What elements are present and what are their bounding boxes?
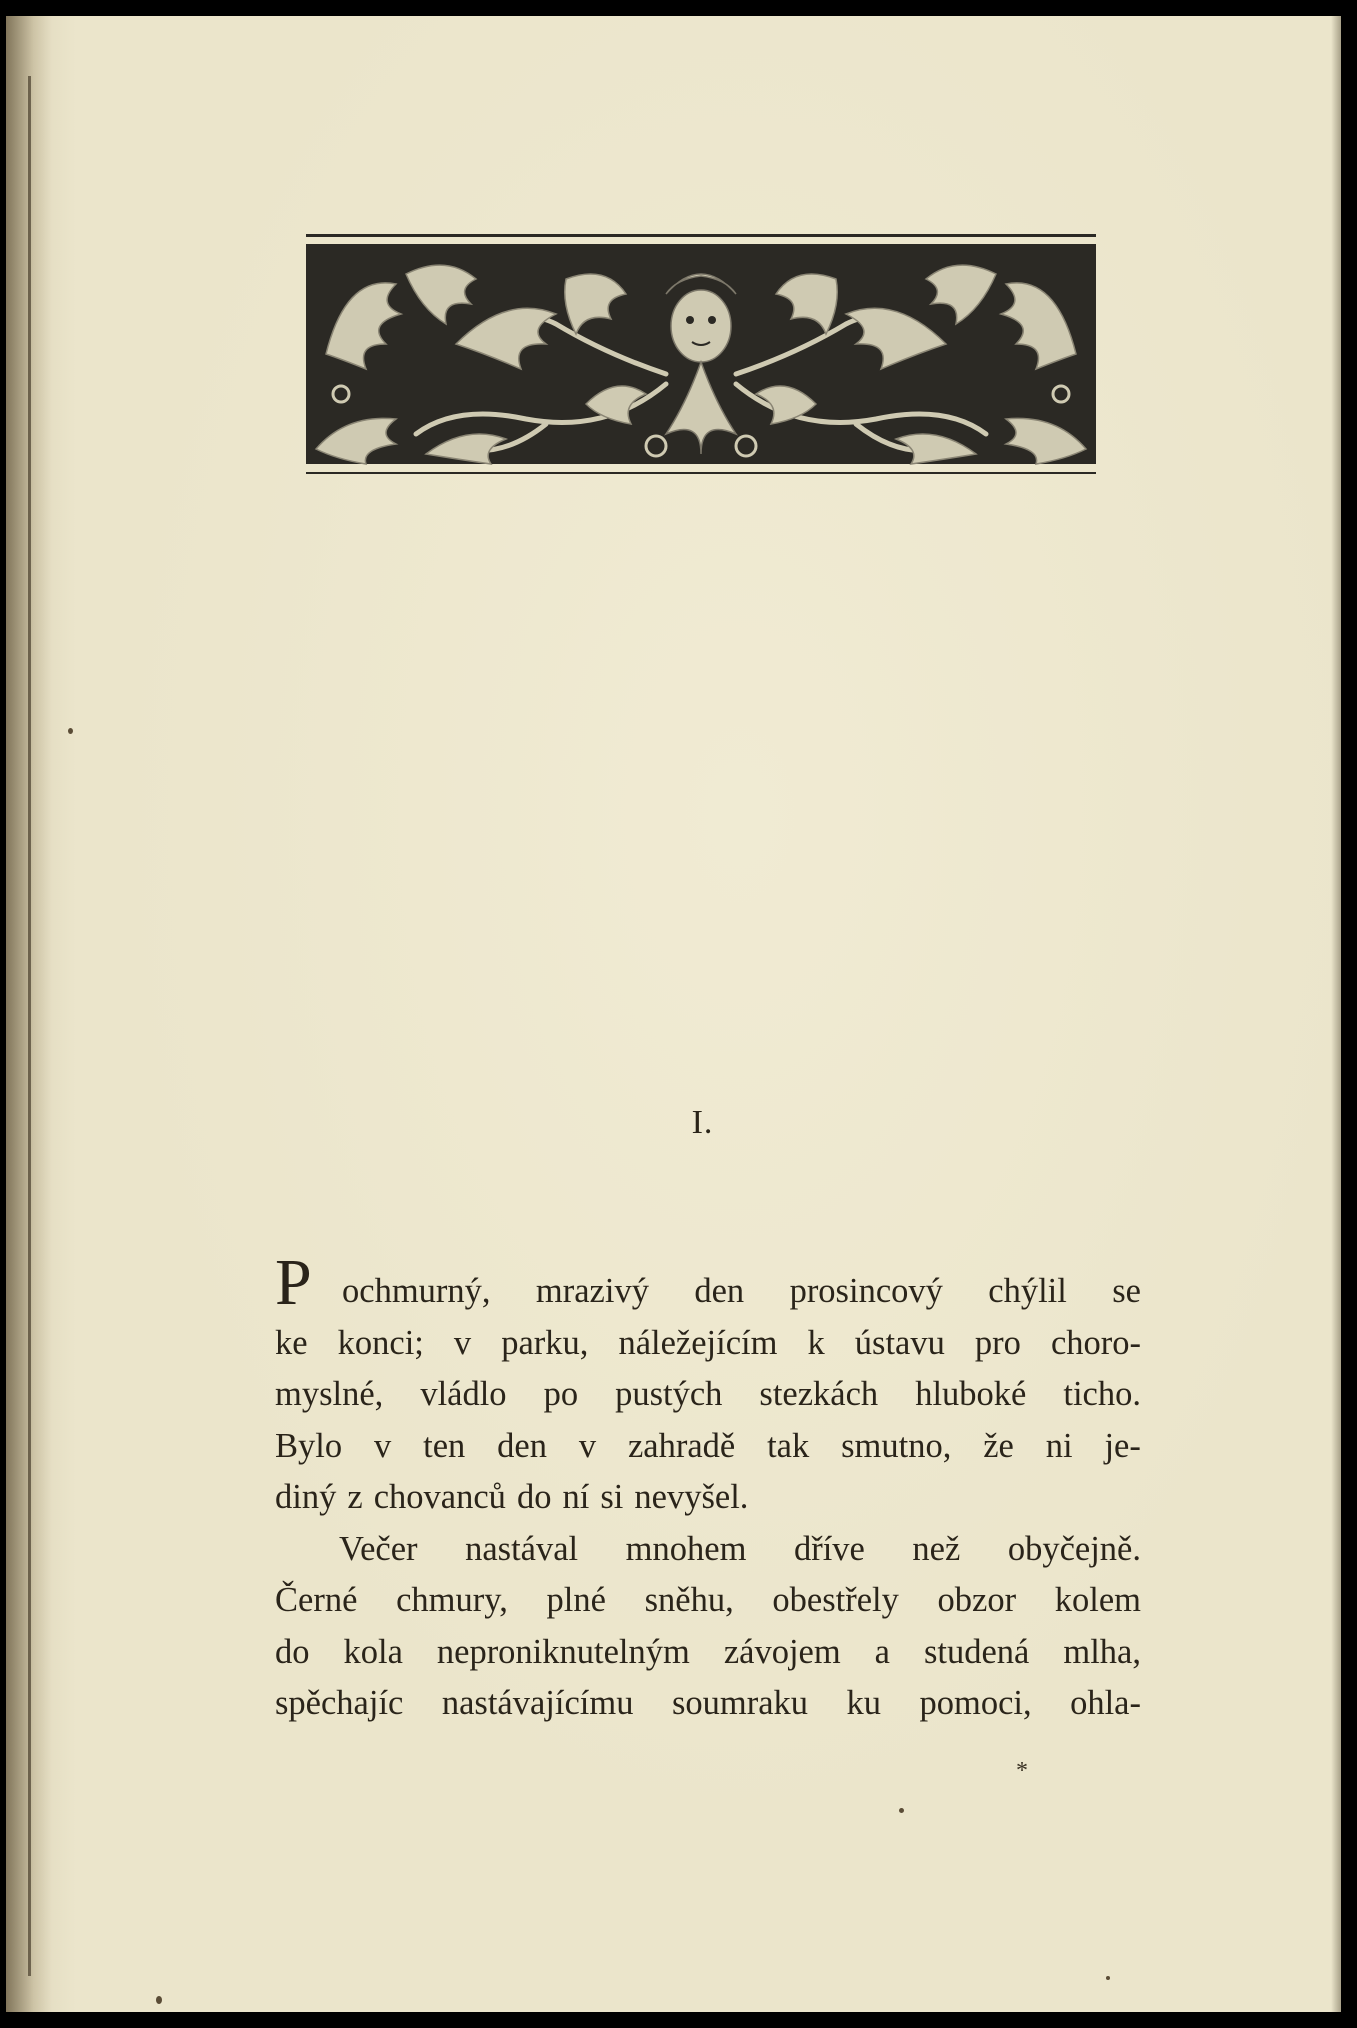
paper-speck — [68, 728, 73, 734]
word: plné — [546, 1581, 606, 1619]
word: do — [516, 1478, 552, 1516]
word: obyčejně. — [1007, 1529, 1141, 1568]
word: mrazivý — [535, 1272, 649, 1310]
word: náležejícím — [618, 1323, 778, 1362]
word: obzor — [937, 1581, 1017, 1619]
word: mlha, — [1063, 1632, 1141, 1671]
text-line — [275, 1524, 1141, 1576]
paper-speck — [156, 1996, 162, 2004]
body-text — [275, 1246, 1141, 1730]
word: nastával — [465, 1529, 579, 1568]
word: z — [347, 1478, 363, 1516]
text-line — [275, 1246, 1141, 1319]
word: ní — [562, 1478, 590, 1516]
word: den — [694, 1272, 745, 1310]
word: chovanců — [373, 1478, 506, 1516]
word: Večer — [339, 1529, 418, 1568]
word: ústavu — [854, 1323, 945, 1362]
word: hluboké — [915, 1375, 1027, 1413]
word: myslné, — [275, 1375, 384, 1413]
chapter-number: I. — [691, 1104, 714, 1141]
word: neproniknutelným — [436, 1632, 690, 1671]
word: chmury, — [396, 1581, 508, 1619]
word: v — [453, 1323, 472, 1362]
text-line — [275, 1575, 1141, 1627]
word: nastávajícímu — [441, 1684, 634, 1722]
word: po — [543, 1375, 579, 1413]
text-line — [275, 1627, 1141, 1679]
word: den — [497, 1426, 547, 1465]
word: soumraku — [671, 1684, 809, 1722]
word: pomoci, — [919, 1684, 1032, 1722]
word: se — [1112, 1272, 1141, 1310]
book-page — [6, 16, 1341, 2012]
page-edge — [1331, 16, 1341, 2012]
text-line — [275, 1678, 1141, 1730]
paper-speck — [1106, 1976, 1110, 1980]
word: než — [912, 1529, 961, 1568]
word: k — [807, 1323, 825, 1362]
text-line — [275, 1318, 1141, 1370]
word: choro- — [1050, 1323, 1141, 1362]
word: chýlil — [988, 1272, 1067, 1310]
word: ku — [846, 1684, 881, 1722]
word: tak — [767, 1426, 810, 1465]
word: smutno, — [841, 1426, 952, 1465]
word: ochmurný, — [342, 1272, 491, 1310]
word: si — [600, 1478, 624, 1516]
text-line — [275, 1421, 1141, 1473]
word: parku, — [501, 1323, 589, 1362]
ornament-headpiece — [306, 234, 1096, 496]
spine-crease — [28, 76, 31, 1976]
drop-cap: P — [275, 1246, 312, 1319]
word: a — [874, 1632, 890, 1671]
word: Bylo — [275, 1426, 343, 1465]
text-line — [275, 1472, 1141, 1524]
word: kola — [343, 1632, 403, 1671]
word: sněhu, — [644, 1581, 734, 1619]
word: v — [578, 1426, 597, 1465]
text-line — [275, 1369, 1141, 1421]
word: ohla- — [1070, 1684, 1141, 1722]
word: zahradě — [627, 1426, 736, 1465]
word: nevyšel. — [634, 1478, 749, 1516]
word: stezkách — [759, 1375, 879, 1413]
word: do — [275, 1632, 310, 1671]
word: konci; — [337, 1323, 424, 1362]
word: mnohem — [625, 1529, 747, 1568]
word: dříve — [793, 1529, 865, 1568]
word: diný — [275, 1478, 337, 1516]
word: kolem — [1054, 1581, 1141, 1619]
word: ten — [423, 1426, 466, 1465]
word: Černé — [275, 1581, 358, 1619]
word: ni — [1045, 1426, 1073, 1465]
word: obestřely — [772, 1581, 899, 1619]
word: pustých — [615, 1375, 723, 1413]
word: závojem — [723, 1632, 841, 1671]
word: prosincový — [789, 1272, 943, 1310]
signature-mark: * — [1016, 1758, 1028, 1784]
word: studená — [923, 1632, 1030, 1671]
word: vládlo — [420, 1375, 507, 1413]
word: že — [983, 1426, 1014, 1465]
word: spěchajíc — [275, 1684, 404, 1722]
paper-speck — [899, 1808, 904, 1813]
word: je- — [1104, 1426, 1141, 1465]
word: ticho. — [1063, 1375, 1141, 1413]
word: v — [373, 1426, 392, 1465]
word: ke — [275, 1323, 308, 1362]
word: pro — [974, 1323, 1021, 1362]
